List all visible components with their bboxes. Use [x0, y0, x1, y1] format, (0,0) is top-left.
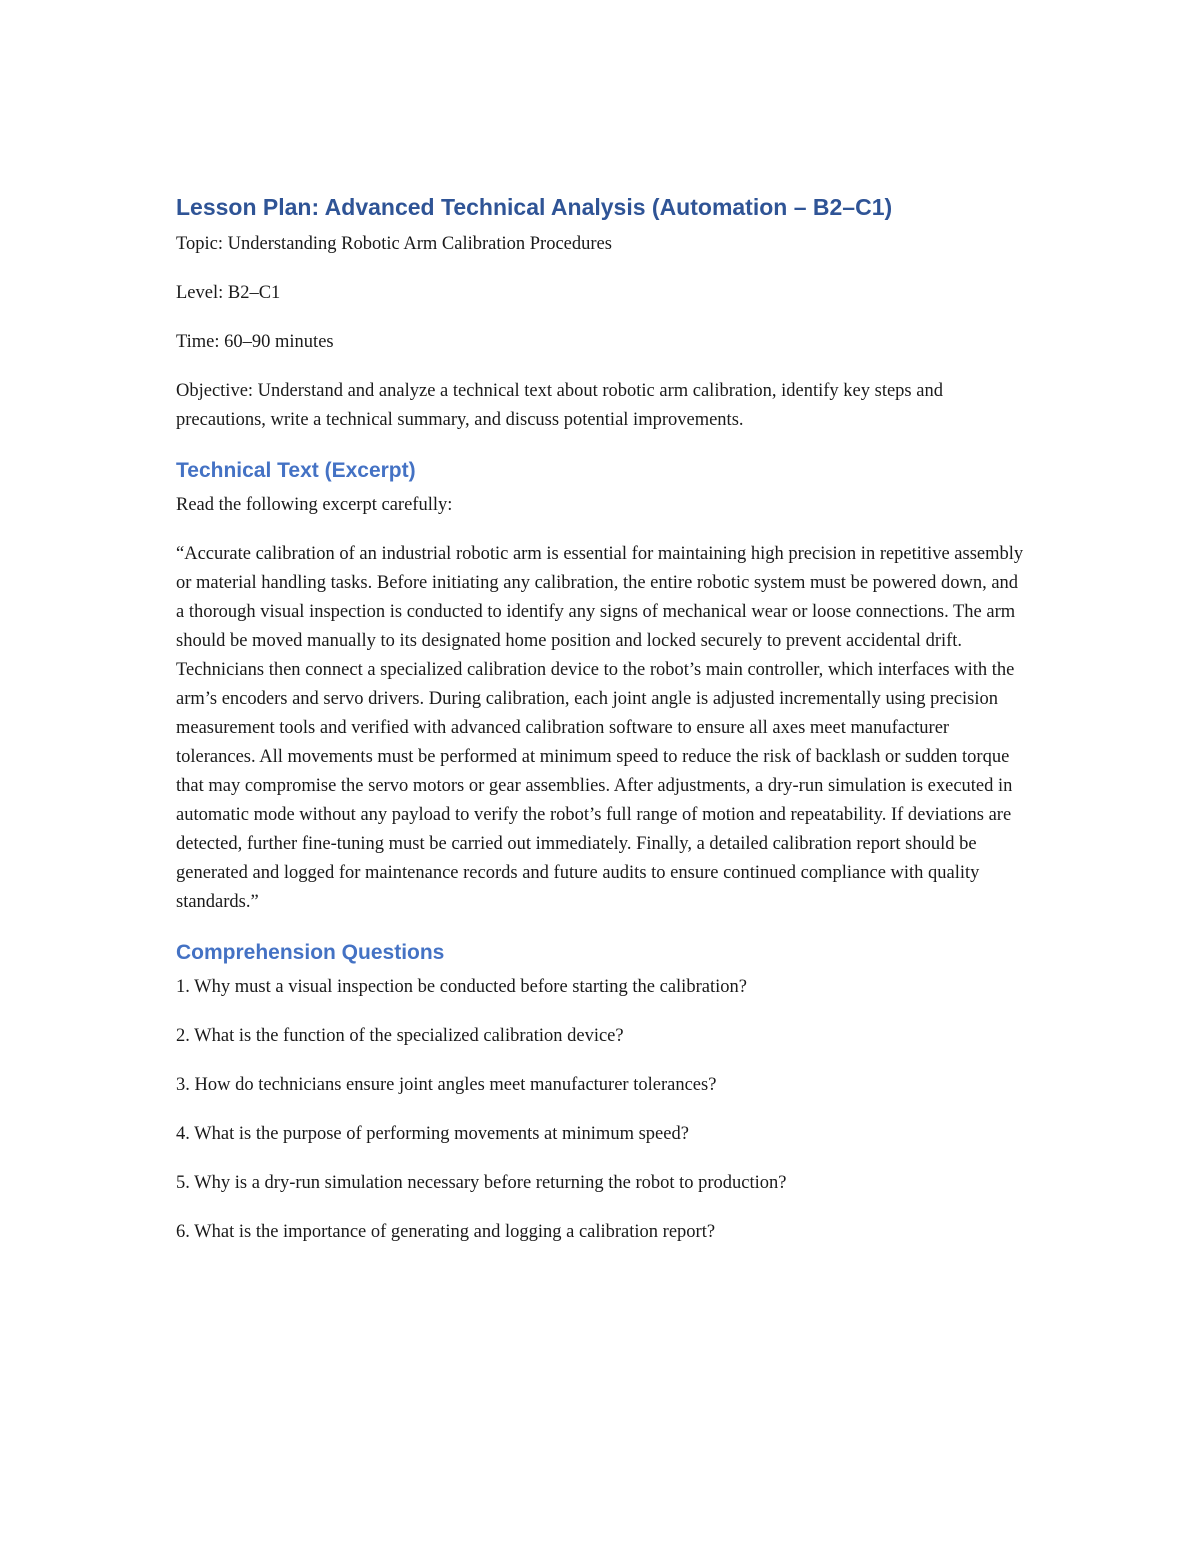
- document-body: [176, 192, 1026, 1267]
- level-line: Level: B2–C1: [176, 283, 281, 303]
- questions-list: [176, 973, 1026, 1247]
- excerpt-heading: Technical Text (Excerpt): [176, 459, 416, 482]
- questions-heading: Comprehension Questions: [176, 941, 445, 964]
- question-item: 2. What is the function of the specialized calibration device?: [176, 1026, 624, 1046]
- question-item: 4. What is the purpose of performing movements at minimum speed?: [176, 1124, 689, 1144]
- question-item: 6. What is the importance of generating and logging a calibration report?: [176, 1222, 716, 1242]
- question-item: 1. Why must a visual inspection be conducted before starting the calibration?: [176, 977, 747, 997]
- question-item: 5. Why is a dry-run simulation necessary before returning the robot to production?: [176, 1173, 787, 1193]
- excerpt-intro: Read the following excerpt carefully:: [176, 495, 453, 515]
- objective-paragraph: Objective: Understand and analyze a technical text about robotic arm calibration, identify key steps and precautions, write a technical summary, and discuss potential improvements.: [176, 381, 943, 430]
- question-item: 3. How do technicians ensure joint angles meet manufacturer tolerances?: [176, 1075, 717, 1095]
- topic-line: Topic: Understanding Robotic Arm Calibration Procedures: [176, 234, 612, 254]
- time-line: Time: 60–90 minutes: [176, 332, 334, 352]
- excerpt-text: “Accurate calibration of an industrial robotic arm is essential for maintaining high precision in repetitive assembly or material handling tasks. Before initiating any calibration, the entire robotic system must be powered down, and a thorough visual inspection is conducted to identify any signs of mechanical wear or loose connections. The arm should be moved manually to its designated home position and locked securely to prevent accidental drift. Technicians then connect a specialized calibration device to the robot’s main controller, which interfaces with the arm’s encoders and servo drivers. During calibration, each joint angle is adjusted incrementally using precision measurement tools and verified with advanced calibration software to ensure all axes meet manufacturer tolerances. All movements must be performed at minimum speed to reduce the risk of backlash or sudden torque that may compromise the servo motors or gear assemblies. After adjustments, a dry-run simulation is executed in automatic mode without any payload to verify the robot’s full range of motion and repeatability. If deviations are detected, further fine-tuning must be carried out immediately. Finally, a detailed calibration report should be generated and logged for maintenance records and future audits to ensure continued compliance with quality standards.”: [176, 544, 1024, 912]
- document-title: Lesson Plan: Advanced Technical Analysis (Automation – B2–C1): [176, 194, 893, 220]
